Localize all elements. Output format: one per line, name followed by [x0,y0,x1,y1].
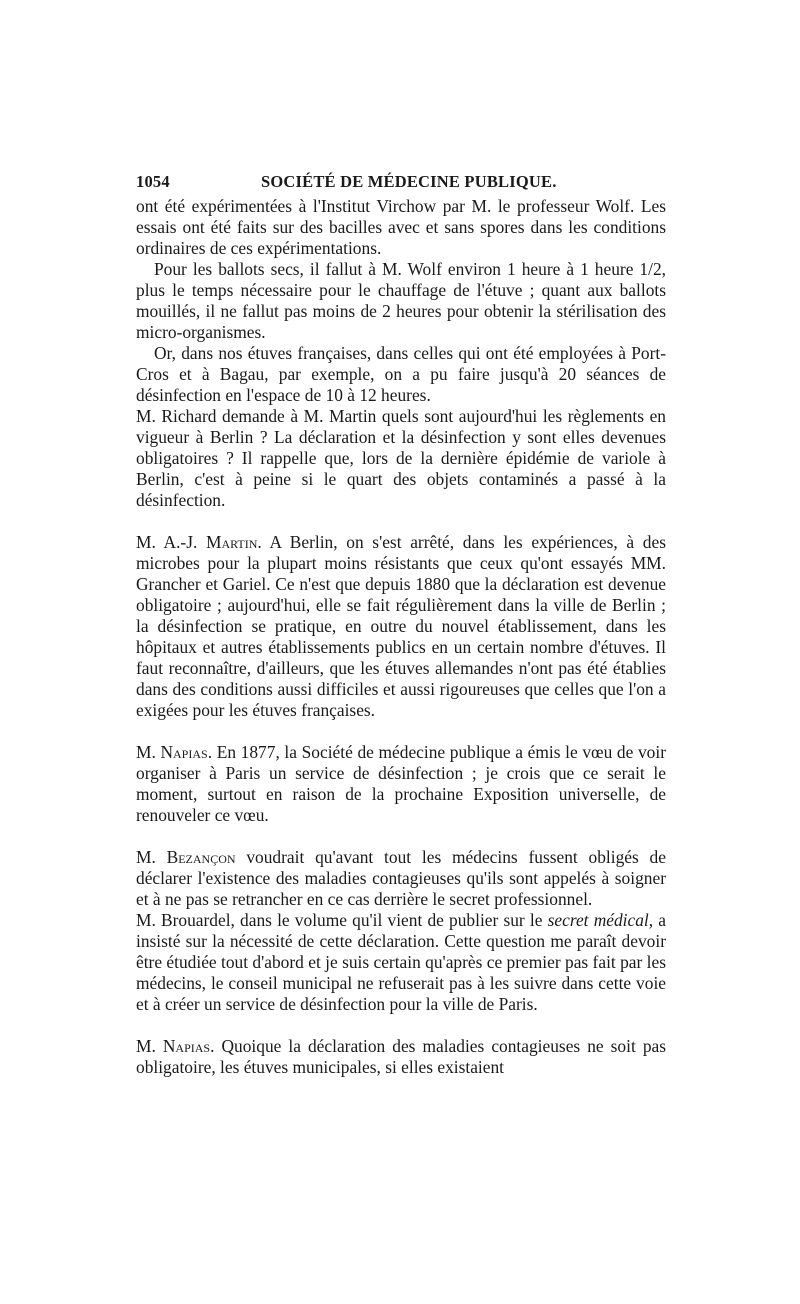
paragraph [136,532,666,721]
paragraph [136,196,666,259]
paragraph [136,259,666,343]
speaker-name: M. Bezançon [136,847,236,867]
paragraph [136,406,666,511]
page-header [136,170,666,196]
paragraph-text: Pour les ballots secs, il fallut à M. Wolf environ 1 heure à 1 heure 1/2, plus le temps nécessaire pour le chauffage de l'étuve ; quant aux ballots mouillés, il ne fallut pas moins de 2 heures pour obtenir la stérilisation des micro-organismes. [136,259,666,342]
page-number: 1054 [136,172,170,191]
italic-title: secret médical, [547,910,654,930]
paragraph-text: a insisté sur la nécessité de cette déclaration. Cette question me paraît devoir être étudiée tout d'abord et je suis certain qu'après ce premier pas fait par les médecins, le conseil municipal ne refuserait pas à les suivre dans cette voie et à créer un service de désinfection pour la ville de Paris. [136,910,667,1014]
paragraph-text: En 1877, la Société de médecine publique a émis le vœu de voir organiser à Paris un service de désinfection ; je crois que ce serait le moment, surtout en raison de la prochaine Exposition universelle, de renouveler ce vœu. [136,742,666,825]
book-page [136,170,666,1078]
body-text [136,196,666,1078]
paragraph [136,742,666,826]
paragraph [136,1036,666,1078]
paragraph-text: Quoique la déclaration des maladies contagieuses ne soit pas obligatoire, les étuves municipales, si elles existaient [136,1036,666,1077]
paragraph-text: M. Brouardel, dans le volume qu'il vient de publier sur le [136,910,543,930]
paragraph [136,847,666,910]
running-title: SOCIÉTÉ DE MÉDECINE PUBLIQUE. [261,172,557,191]
paragraph-text: Or, dans nos étuves françaises, dans celles qui ont été employées à Port-Cros et à Bagau, par exemple, on a pu faire jusqu'à 20 séances de désinfection en l'espace de 10 à 12 heures. [136,343,666,405]
speaker-name: M. A.-J. Martin. [136,532,262,552]
speaker-name: M. Napias. [136,742,213,762]
paragraph-text: A Berlin, on s'est arrêté, dans les expériences, à des microbes pour la plupart moins résistants que ceux qu'ont essayés MM. Grancher et Gariel. Ce n'est que depuis 1880 que la déclaration est devenue obligatoire ; aujourd'hui, elle se fait régulièrement dans la ville de Berlin ; la désinfection se pratique, en outre du nouvel établissement, dans les hôpitaux et autres établissements publics en un certain nombre d'étuves. Il faut reconnaître, d'ailleurs, que les étuves allemandes n'ont pas été établies dans des conditions aussi difficiles et aussi rigoureuses que celles que l'on a exigées pour les étuves françaises. [136,532,666,720]
paragraph-text: ont été expérimentées à l'Institut Virchow par M. le professeur Wolf. Les essais ont été faits sur des bacilles avec et sans spores dans les conditions ordinaires de ces expérimentations. [136,196,666,258]
paragraph [136,910,666,1015]
paragraph-text: M. Richard demande à M. Martin quels sont aujourd'hui les règlements en vigueur à Berlin ? La déclaration et la désinfection y sont elles devenues obligatoires ? Il rappelle que, lors de la dernière épidémie de variole à Berlin, c'est à peine si le quart des objets contaminés a passé à la désinfection. [136,406,666,510]
paragraph [136,343,666,406]
paragraph-text: voudrait qu'avant tout les médecins fussent obligés de déclarer l'existence des maladies contagieuses qu'ils sont appelés à soigner et à ne pas se retrancher en ce cas derrière le secret professionnel. [136,847,666,909]
speaker-name: M. Napias. [136,1036,215,1056]
